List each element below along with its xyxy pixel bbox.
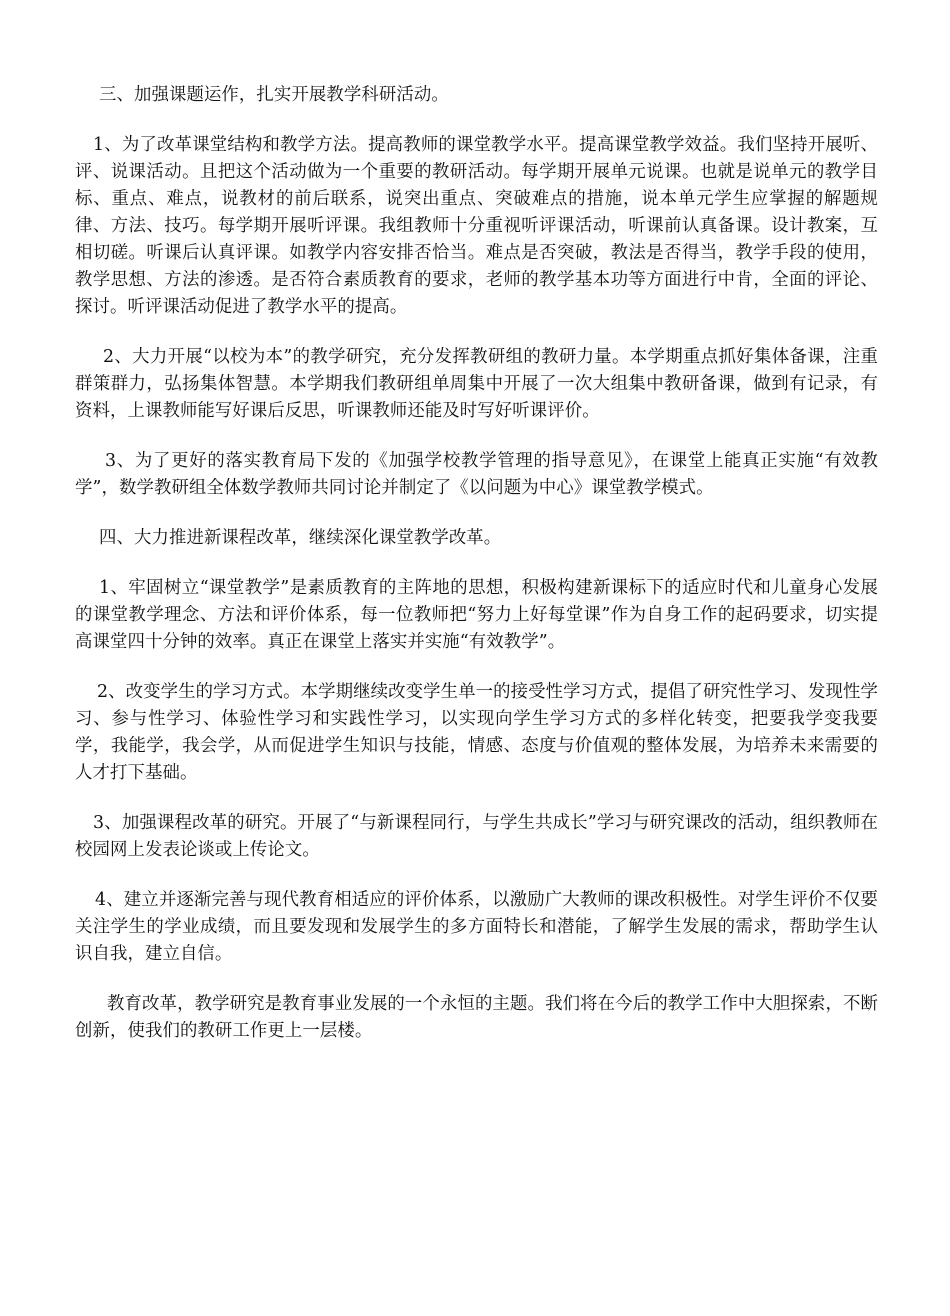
section-4-item-2: 2、改变学生的学习方式。本学期继续改变学生单一的接受性学习方式，提倡了研究性学习、发现性学习、参与性学习、体验性学习和实践性学习，以实现向学生学习方式的多样化转变，把要我学变我要学，我能学，我会学，从而促进学生知识与技能，情感、态度与价值观的整体发展，为培养未来需要的人才打下基础。	[75, 682, 878, 783]
section-4-heading: 四、大力推进新课程改革，继续深化课堂教学改革。	[99, 528, 502, 548]
section-3-item-1: 1、为了改革课堂结构和教学方法。提高教师的课堂教学水平。提高课堂教学效益。我们坚持开展听、评、说课活动。且把这个活动做为一个重要的教研活动。每学期开展单元说课。也就是说单元的教学目标、重点、难点，说教材的前后联系，说突出重点、突破难点的措施，说本单元学生应掌握的解题规律、方法、技巧。每学期开展听评课。我组教师十分重视听评课活动，听课前认真备课。设计教案，互相切磋。听课后认真评课。如教学内容安排否恰当。难点是否突破，教法是否得当，教学手段的使用，教学思想、方法的渗透。是否符合素质教育的要求，老师的教学基本功等方面进行中肯，全面的评论、探讨。听评课活动促进了教学水平的提高。	[75, 135, 878, 317]
section-4-item-3: 3、加强课程改革的研究。开展了“与新课程同行，与学生共成长”学习与研究课改的活动，组织教师在校园网上发表论谈或上传论文。	[75, 813, 878, 860]
section-3-item-3: 3、为了更好的落实教育局下发的《加强学校教学管理的指导意见》，在课堂上能真正实施“有效教学”，数学教研组全体数学教师共同讨论并制定了《以问题为中心》课堂教学模式。	[75, 451, 878, 498]
section-4-item-1: 1、牢固树立“课堂教学”是素质教育的主阵地的思想，积极构建新课标下的适应时代和儿童身心发展的课堂教学理念、方法和评价体系，每一位教师把“努力上好每堂课”作为自身工作的起码要求，切实提高课堂四十分钟的效率。真正在课堂上落实并实施“有效教学”。	[75, 578, 878, 652]
section-4-item-4: 4、建立并逐渐完善与现代教育相适应的评价体系，以激励广大教师的课改积极性。对学生评价不仅要关注学生的学业成绩，而且要发现和发展学生的多方面特长和潜能，了解学生发展的需求，帮助学生认识自我，建立自信。	[75, 890, 878, 964]
section-3-item-2: 2、大力开展“以校为本”的教学研究，充分发挥教研组的教研力量。本学期重点抓好集体备课，注重群策群力，弘扬集体智慧。本学期我们教研组单周集中开展了一次大组集中教研备课，做到有记录，有资料，上课教师能写好课后反思，听课教师还能及时写好听课评价。	[75, 347, 878, 421]
document-body	[75, 82, 878, 1068]
section-3-heading: 三、加强课题运作，扎实开展教学科研活动。	[99, 85, 449, 105]
conclusion-paragraph: 教育改革，教学研究是教育事业发展的一个永恒的主题。我们将在今后的教学工作中大胆探索，不断创新，使我们的教研工作更上一层楼。	[75, 994, 878, 1041]
